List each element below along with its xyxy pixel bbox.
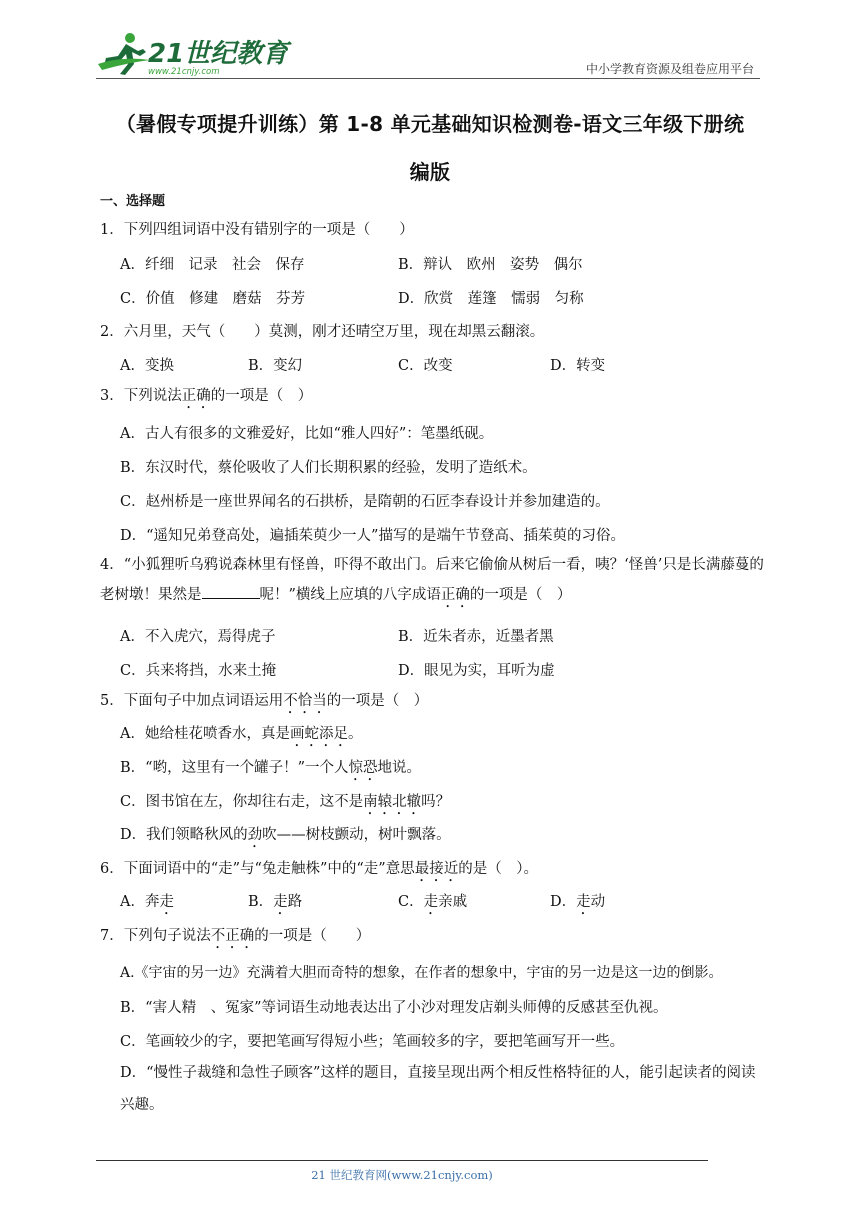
question-6-option-d[interactable] [550, 890, 605, 918]
question-6-option-c[interactable] [398, 890, 467, 918]
option-text: 。 [347, 726, 363, 742]
page-title [96, 100, 764, 196]
stem-text: 5．下面句子中加点词语运用 [100, 693, 284, 709]
question-3-stem [100, 384, 312, 412]
logo-text: 21世纪教育 [148, 39, 289, 69]
emphasized-word: 不恰当 [283, 693, 327, 709]
stem-text: 的一项是（ ） [254, 928, 371, 944]
option-text: 吗？ [421, 794, 451, 810]
emphasized-word: 惊恐 [348, 760, 378, 776]
stem-text: 的一项是（ ） [210, 388, 313, 404]
question-4-option-b[interactable]: B．近朱者赤，近墨者黑 [398, 629, 554, 645]
question-7-option-b[interactable]: B．“害人精 、冤家”等词语生动地表达出了小沙对理发店剃头师傅的反感甚至仇视。 [120, 1000, 668, 1016]
option-text: 路 [287, 894, 303, 910]
question-2-stem: 2．六月里，天气（ ）莫测，刚才还晴空万里，现在却黑云翻滚。 [100, 324, 545, 340]
question-6-stem [100, 857, 538, 885]
option-text: A．奔 [120, 894, 160, 910]
emphasized-word: 南辕北辙 [363, 794, 422, 810]
question-5-option-a[interactable] [120, 722, 362, 750]
question-5-option-d[interactable] [120, 823, 451, 851]
emphasized-word: 正确 [440, 587, 470, 603]
question-2-option-a[interactable]: A．变换 [120, 358, 174, 374]
title-line-2: 编版 [409, 160, 451, 184]
question-2-option-d[interactable]: D．转变 [550, 358, 606, 374]
question-7-option-c[interactable]: C．笔画较少的字，要把笔画写得短小些；笔画较多的字，要把笔画写开一些。 [120, 1034, 625, 1050]
footer-text[interactable]: 21 世纪教育网(www.21cnjy.com) [311, 1168, 493, 1182]
stem-text: 的一项是（ ） [326, 693, 429, 709]
emphasized-word: 正确 [181, 388, 211, 404]
option-text: D．我们领略秋风的 [120, 827, 248, 843]
option-text: 亲戚 [438, 894, 468, 910]
question-6-option-a[interactable] [120, 890, 174, 918]
title-line-1: （暑假专项提升训练）第 1-8 单元基础知识检测卷-语文三年级下册统 [115, 112, 745, 136]
question-5-option-b[interactable] [120, 756, 421, 784]
question-4-option-d[interactable]: D．眼见为实，耳听为虚 [398, 663, 555, 679]
option-text: B．“哟，这里有一个罐子！”一个人 [120, 760, 349, 776]
question-1-stem: 1．下列四组词语中没有错别字的一项是（ ） [100, 222, 414, 238]
emphasized-word: 不正确 [210, 928, 255, 944]
question-3-option-c[interactable]: C．赵州桥是一座世界闻名的石拱桥，是隋朝的石匠李春设计并参加建造的。 [120, 494, 610, 510]
runner-icon [98, 33, 150, 75]
stem-text: 6．下面词语中的“走”与“兔走触株”中的“走”意思 [100, 861, 415, 877]
question-1-option-b[interactable]: B．辩认 欧州 姿势 偶尔 [398, 257, 583, 273]
question-7-option-a[interactable]: A.《宇宙的另一边》充满着大胆而奇特的想象，在作者的想象中，宇宙的另一边是这一边的倒影。 [120, 965, 723, 981]
stem-text: 7．下列句子说法 [100, 928, 211, 944]
logo-url: www.21cnjy.com [148, 67, 220, 77]
site-logo [96, 30, 289, 77]
option-text: A．她给桂花喷香水，真是 [120, 726, 290, 742]
answer-blank[interactable] [202, 584, 260, 599]
option-text: 地说。 [377, 760, 421, 776]
question-4-option-c[interactable]: C．兵来将挡，水来土掩 [120, 663, 277, 679]
question-6-option-b[interactable] [248, 890, 302, 918]
emphasized-word: 画蛇添足 [289, 726, 348, 742]
stem-text: 4．“小狐狸听乌鸦说森林里有怪兽，吓得不敢出门。后来它偷偷从树后一看，咦？‘怪兽’只是长满藤蔓的老树墩！果然是 [100, 557, 764, 603]
question-7-option-d[interactable]: D．“慢性子裁缝和急性子顾客”这样的题目，直接呈现出两个相反性格特征的人，能引起读者的阅读兴趣。 [120, 1065, 756, 1113]
question-5-stem [100, 689, 428, 717]
question-1-option-c[interactable]: C．价值 修建 磨菇 芬芳 [120, 291, 306, 307]
emphasized-word: 最接近 [414, 861, 459, 877]
question-4-option-a[interactable]: A．不入虎穴，焉得虎子 [120, 629, 276, 645]
question-5-option-c[interactable] [120, 790, 450, 818]
emphasized-word: 走 [423, 894, 439, 910]
emphasized-word: 劲 [247, 827, 263, 843]
question-2-option-c[interactable]: C．改变 [398, 358, 453, 374]
question-1-option-a[interactable]: A．纤细 记录 社会 保存 [120, 257, 305, 273]
header-divider [96, 78, 760, 79]
stem-text: 3．下列说法 [100, 388, 182, 404]
section-heading: 一、选择题 [100, 194, 166, 209]
option-text: B． [248, 894, 274, 910]
option-text: C．图书馆在左，你却往右走，这不是 [120, 794, 364, 810]
option-text: 吹——树枝颤动，树叶飘落。 [262, 827, 451, 843]
platform-label: 中小学教育资源及组卷应用平台 [585, 62, 754, 76]
question-2-option-b[interactable]: B．变幻 [248, 358, 303, 374]
question-3-option-a[interactable]: A．古人有很多的文雅爱好，比如“雅人四好”：笔墨纸砚。 [120, 426, 494, 442]
emphasized-word: 走 [273, 894, 288, 910]
question-3-option-d[interactable]: D．“遥知兄弟登高处，遍插茱萸少一人”描写的是端午节登高、插茱萸的习俗。 [120, 528, 625, 544]
stem-text: 的一项是（ ） [469, 587, 572, 603]
question-3-option-b[interactable]: B．东汉时代，蔡伦吸收了人们长期积累的经验，发明了造纸术。 [120, 460, 537, 476]
question-1-option-d[interactable]: D．欣赏 莲篷 懦弱 匀称 [398, 291, 584, 307]
option-text: 动 [590, 894, 606, 910]
emphasized-word: 走 [159, 894, 174, 910]
question-4-stem [100, 550, 764, 611]
emphasized-word: 走 [576, 894, 591, 910]
option-text: C． [398, 894, 424, 910]
option-text: D． [550, 894, 577, 910]
page-header [96, 30, 760, 78]
question-7-stem [100, 924, 370, 952]
stem-text: 的是（ ）。 [458, 861, 538, 877]
stem-text: 呢！”横线上应填的八字成语 [259, 587, 441, 603]
footer-divider [96, 1160, 708, 1161]
